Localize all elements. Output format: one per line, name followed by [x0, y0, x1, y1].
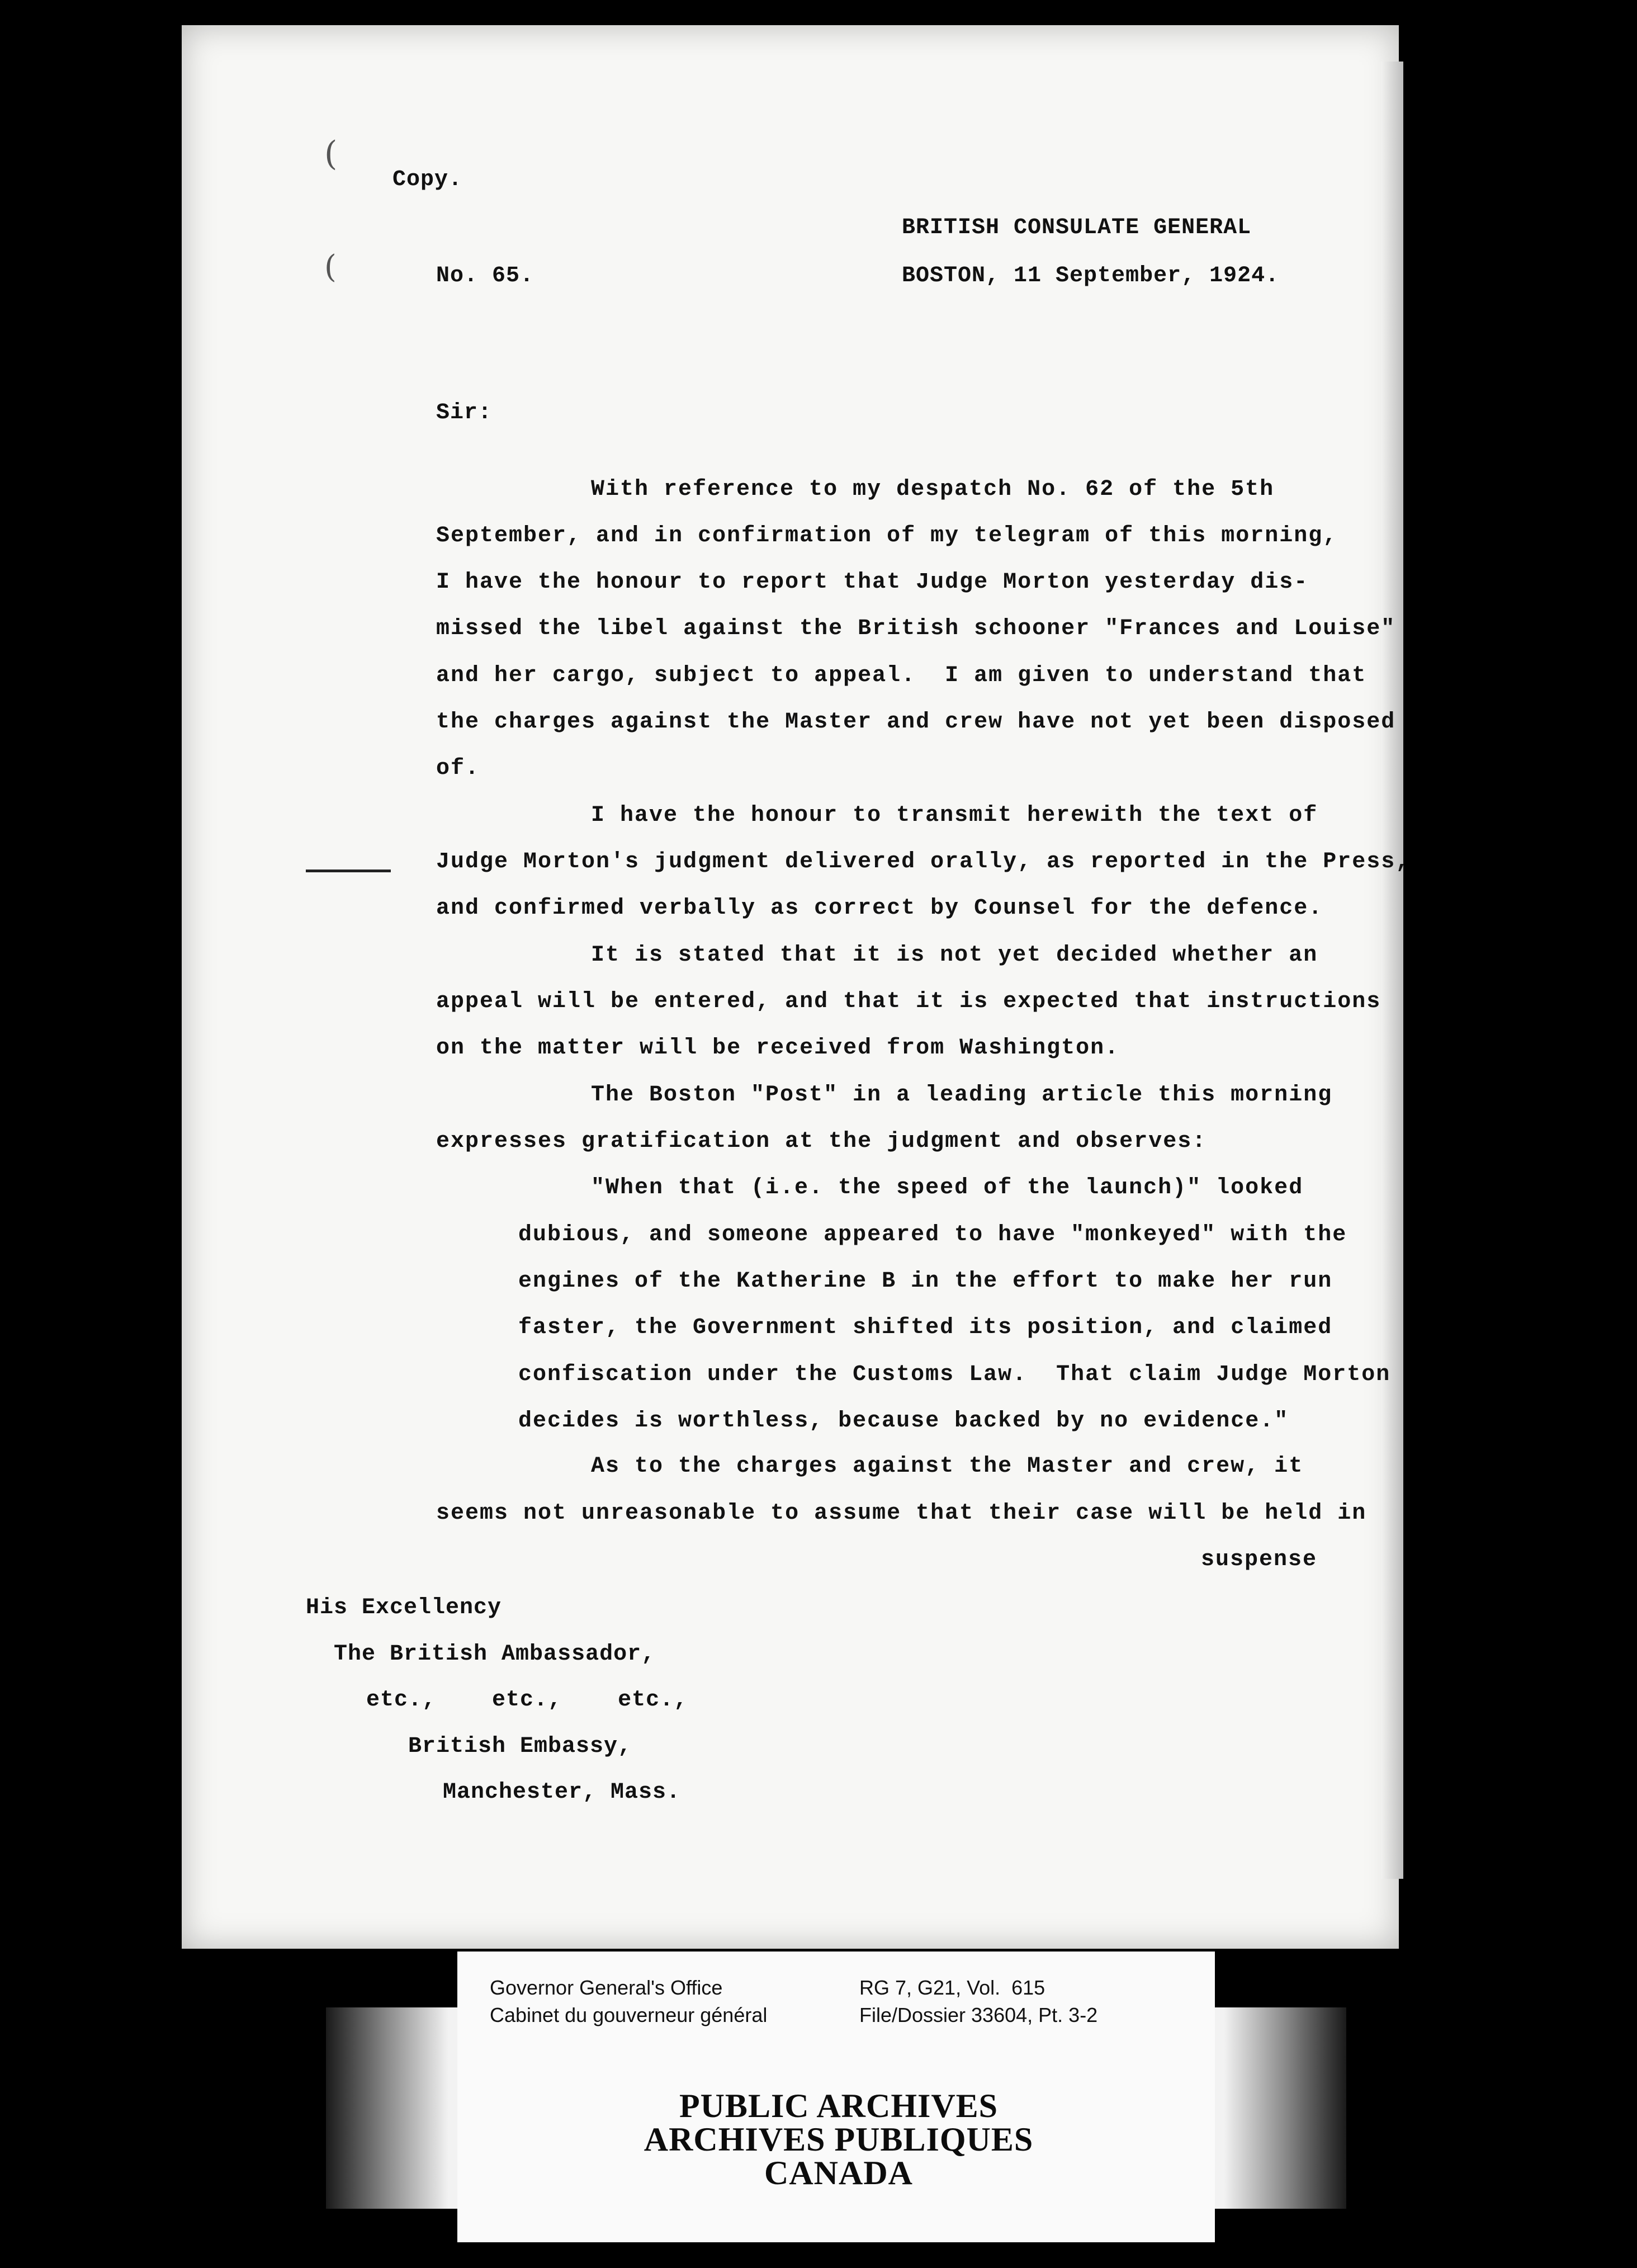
- body-line: appeal will be entered, and that it is expected that instructions: [436, 989, 1381, 1014]
- body-line: missed the libel against the British schooner "Frances and Louise": [436, 616, 1396, 641]
- addressee-line: The British Ambassador,: [334, 1642, 656, 1667]
- margin-rule: [306, 870, 391, 872]
- file-ref: File/Dossier 33604, Pt. 3-2: [859, 2004, 1098, 2026]
- copy-mark: Copy.: [392, 167, 463, 192]
- margin-mark: (: [324, 134, 338, 173]
- body-line: September, and in confirmation of my telegram of this morning,: [436, 523, 1338, 549]
- addressee-line: British Embassy,: [408, 1734, 632, 1759]
- place-and-date: BOSTON, 11 September, 1924.: [902, 263, 1280, 289]
- margin-mark: (: [324, 249, 337, 285]
- body-line: and her cargo, subject to appeal. I am given to understand that: [436, 663, 1367, 688]
- body-line: and confirmed verbally as correct by Counsel for the defence.: [436, 896, 1323, 921]
- body-line: As to the charges against the Master and crew, it: [591, 1454, 1304, 1479]
- addressee-line: etc., etc., etc.,: [366, 1688, 688, 1713]
- salutation: Sir:: [436, 400, 493, 426]
- body-line: on the matter will be received from Washington.: [436, 1036, 1120, 1061]
- record-group-ref: RG 7, G21, Vol. 615: [859, 1976, 1045, 1999]
- quote-line: confiscation under the Customs Law. That claim Judge Morton: [518, 1362, 1391, 1387]
- consulate-heading: BRITISH CONSULATE GENERAL: [902, 215, 1252, 240]
- despatch-number: No. 65.: [436, 263, 534, 289]
- quote-line: dubious, and someone appeared to have "monkeyed" with the: [518, 1222, 1347, 1248]
- office-en: Governor General's Office: [490, 1976, 723, 1999]
- body-line: I have the honour to report that Judge Morton yesterday dis-: [436, 570, 1309, 595]
- body-line: the charges against the Master and crew have not yet been disposed: [436, 710, 1396, 735]
- archives-stamp-en: PUBLIC ARCHIVES: [679, 2087, 999, 2124]
- catchword: suspense: [1201, 1547, 1318, 1572]
- quote-line: faster, the Government shifted its position, and claimed: [518, 1315, 1333, 1340]
- office-fr: Cabinet du gouverneur général: [490, 2004, 768, 2026]
- body-line: The Boston "Post" in a leading article this morning: [591, 1083, 1333, 1108]
- body-line: Judge Morton's judgment delivered orally, as reported in the Press,: [436, 849, 1411, 875]
- quote-line: decides is worthless, because backed by no evidence.": [518, 1409, 1289, 1434]
- addressee-line: Manchester, Mass.: [443, 1780, 681, 1805]
- quote-line: engines of the Katherine B in the effort to make her run: [518, 1269, 1333, 1294]
- body-line: I have the honour to transmit herewith the text of: [591, 803, 1318, 828]
- body-line: of.: [436, 756, 480, 781]
- body-line: seems not unreasonable to assume that their case will be held in: [436, 1501, 1367, 1526]
- body-line: With reference to my despatch No. 62 of the 5th: [591, 477, 1275, 502]
- quote-line: "When that (i.e. the speed of the launch)" looked: [591, 1175, 1304, 1201]
- archives-stamp-fr: ARCHIVES PUBLIQUES: [644, 2121, 1034, 2158]
- body-line: It is stated that it is not yet decided whether an: [591, 943, 1318, 968]
- body-line: expresses gratification at the judgment and observes:: [436, 1129, 1207, 1154]
- page-edge-shadow: [1381, 62, 1403, 1879]
- addressee-line: His Excellency: [306, 1595, 502, 1620]
- archives-stamp-country: CANADA: [764, 2154, 913, 2191]
